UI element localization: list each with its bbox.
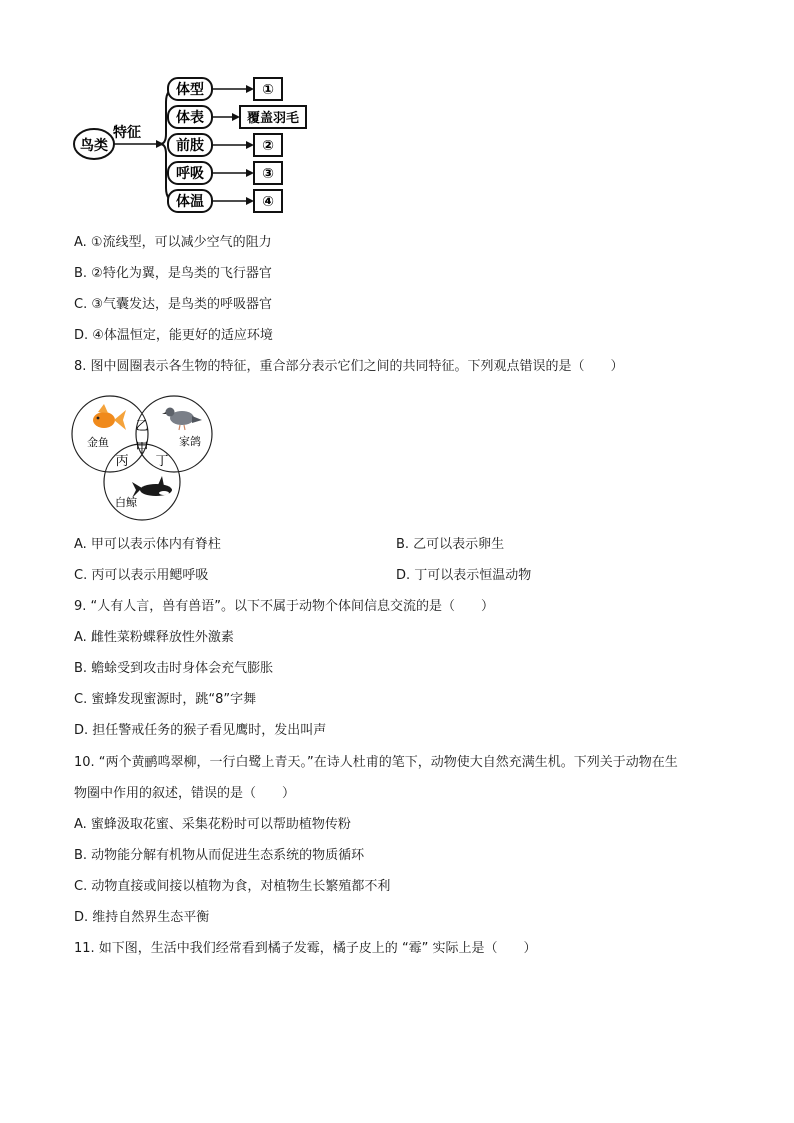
venn-diagram xyxy=(70,390,220,522)
feature-row-3 xyxy=(168,134,282,156)
feature-target: ① xyxy=(262,82,274,98)
feature-label: 体型 xyxy=(176,82,204,98)
q10-stem-line2: 物圈中作用的叙述，错误的是（ ） xyxy=(74,786,296,801)
q8-stem: 8. 图中圆圈表示各生物的特征，重合部分表示它们之间的共同特征。下列观点错误的是（ ） xyxy=(74,359,624,374)
edge-label: 特征 xyxy=(113,125,141,141)
goldfish-image xyxy=(93,404,126,430)
whale-image xyxy=(132,476,172,498)
q9-option-b: B. 蟾蜍受到攻击时身体会充气膨胀 xyxy=(74,661,274,676)
root-label: 鸟类 xyxy=(80,138,108,154)
q7-option-d: D. ④体温恒定，能更好的适应环境 xyxy=(74,328,273,343)
feature-target: 覆盖羽毛 xyxy=(246,111,300,126)
q10-option-a: A. 蜜蜂汲取花蜜、采集花粉时可以帮助植物传粉 xyxy=(74,817,351,832)
q8-option-a: A. 甲可以表示体内有脊柱 xyxy=(74,537,221,552)
q7-option-c: C. ③气囊发达，是鸟类的呼吸器官 xyxy=(74,297,272,312)
feature-target: ④ xyxy=(262,194,274,210)
q8-option-c: C. 丙可以表示用鳃呼吸 xyxy=(74,568,209,583)
q9-option-c: C. 蜜蜂发现蜜源时，跳“8”字舞 xyxy=(74,692,257,707)
feature-label: 前肢 xyxy=(176,138,204,154)
q11-stem: 11. 如下图，生活中我们经常看到橘子发霉，橘子皮上的 “霉” 实际上是（ ） xyxy=(74,941,537,956)
whale-label: 白鲸 xyxy=(115,496,137,509)
pigeon-label: 家鸽 xyxy=(179,435,201,448)
bird-features-diagram xyxy=(70,66,310,216)
goldfish-label: 金鱼 xyxy=(87,436,109,449)
q7-option-b: B. ②特化为翼，是鸟类的飞行器官 xyxy=(74,266,272,281)
q10-option-b: B. 动物能分解有机物从而促进生态系统的物质循环 xyxy=(74,848,365,863)
q8-option-b: B. 乙可以表示卵生 xyxy=(396,537,505,552)
q10-stem-line1: 10. “两个黄鹂鸣翠柳，一行白鹭上青天。”在诗人杜甫的笔下，动物使大自然充满生机。下列关于动物在生 xyxy=(74,755,678,770)
feature-label: 体表 xyxy=(176,110,204,126)
q9-option-d: D. 担任警戒任务的猴子看见鹰时，发出叫声 xyxy=(74,723,327,738)
q7-option-a: A. ①流线型，可以减少空气的阻力 xyxy=(74,235,272,250)
region-jia: 甲 xyxy=(135,441,149,456)
q8-option-d: D. 丁可以表示恒温动物 xyxy=(396,568,532,583)
feature-row-2 xyxy=(168,106,306,128)
region-bing: 丙 xyxy=(115,454,129,469)
q9-option-a: A. 雌性菜粉蝶释放性外激素 xyxy=(74,630,234,645)
pigeon-image xyxy=(162,408,202,431)
q10-option-c: C. 动物直接或间接以植物为食，对植物生长繁殖都不利 xyxy=(74,879,391,894)
feature-label: 体温 xyxy=(176,194,204,210)
feature-target: ② xyxy=(262,138,274,154)
region-ding: 丁 xyxy=(155,454,169,469)
feature-label: 呼吸 xyxy=(176,166,204,182)
q9-stem: 9. “人有人言，兽有兽语”。以下不属于动物个体间信息交流的是（ ） xyxy=(74,599,495,614)
q10-option-d: D. 维持自然界生态平衡 xyxy=(74,910,210,925)
feature-row-1 xyxy=(168,78,282,100)
feature-row-5 xyxy=(168,190,282,212)
feature-row-4 xyxy=(168,162,282,184)
region-yi: 乙 xyxy=(135,419,149,434)
feature-target: ③ xyxy=(262,166,274,182)
